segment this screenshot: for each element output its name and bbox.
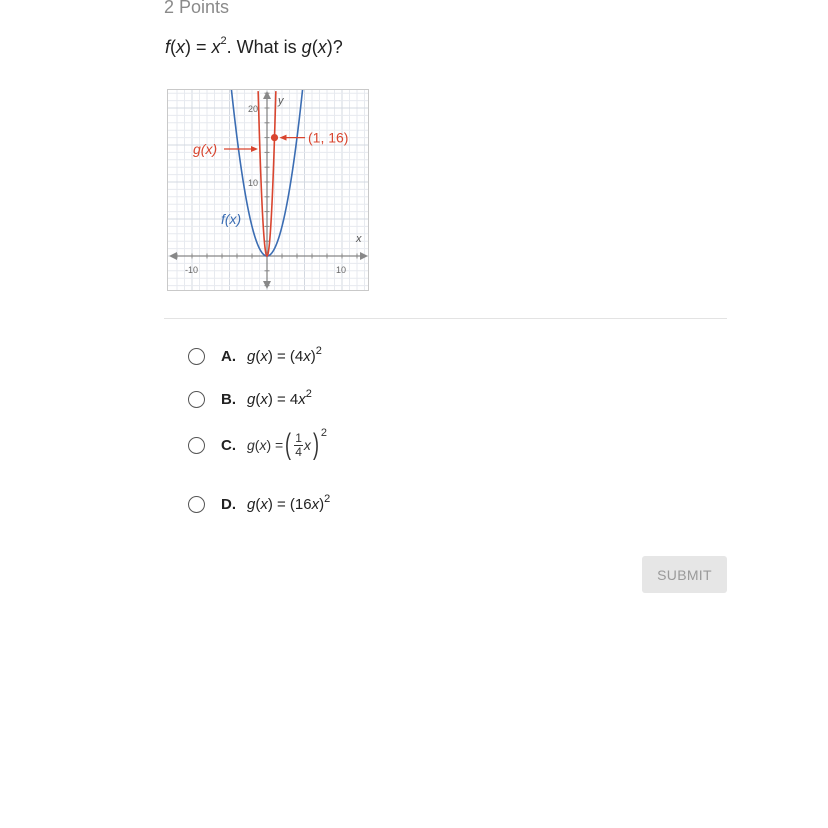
radio-d[interactable] <box>188 496 205 513</box>
tick-20: 20 <box>248 104 259 114</box>
tick-x10: 10 <box>336 265 347 275</box>
graph-svg <box>168 90 368 290</box>
g-curve-label: g(x) <box>193 141 218 157</box>
tick-neg10: -10 <box>185 265 199 275</box>
option-d[interactable] <box>188 493 331 513</box>
y-axis-label: y <box>278 95 284 107</box>
radio-a[interactable] <box>188 348 205 365</box>
axes <box>169 91 368 289</box>
option-c-letter: C. <box>221 436 236 454</box>
radio-c[interactable] <box>188 437 205 454</box>
point-1-16 <box>271 134 278 141</box>
option-b[interactable] <box>188 388 312 408</box>
fraction-one-fourth: $\frac{1}{4}$ <box>295 430 302 459</box>
option-c-expression: g ( x ) = ( $\frac{1}{4}$ x ) $^2$ <box>247 427 328 461</box>
option-a[interactable] <box>188 345 322 365</box>
y-axis-arrow-up <box>263 91 271 99</box>
option-b-letter: B. <box>221 391 236 408</box>
function-graph <box>167 89 369 291</box>
option-c[interactable] <box>188 427 328 461</box>
tick-10: 10 <box>248 178 259 188</box>
option-a-expression: $g(x) = (4x)^2$ <box>247 345 322 365</box>
question-text: $f(x) = x^2$. What is g(x)? <box>165 35 343 57</box>
x-axis-arrow-left <box>169 252 177 260</box>
f-curve-label: f(x) <box>221 211 242 227</box>
option-b-expression: $g(x) = 4x^2$ <box>247 388 312 408</box>
option-d-letter: D. <box>221 496 236 513</box>
point-label: (1, 16) <box>308 129 349 146</box>
y-axis-arrow-down <box>263 281 271 289</box>
point-arrow-head <box>280 135 287 141</box>
divider <box>164 318 727 319</box>
submit-button[interactable]: SUBMIT <box>642 556 727 593</box>
option-a-letter: A. <box>221 348 236 365</box>
points-label: 2 Points <box>164 0 230 17</box>
grid-lines <box>168 90 368 290</box>
g-label-arrow-head <box>251 146 258 152</box>
option-d-expression: $g(x) = (16x)^2$ <box>247 493 331 513</box>
x-axis-label: x <box>356 233 362 245</box>
radio-b[interactable] <box>188 391 205 408</box>
